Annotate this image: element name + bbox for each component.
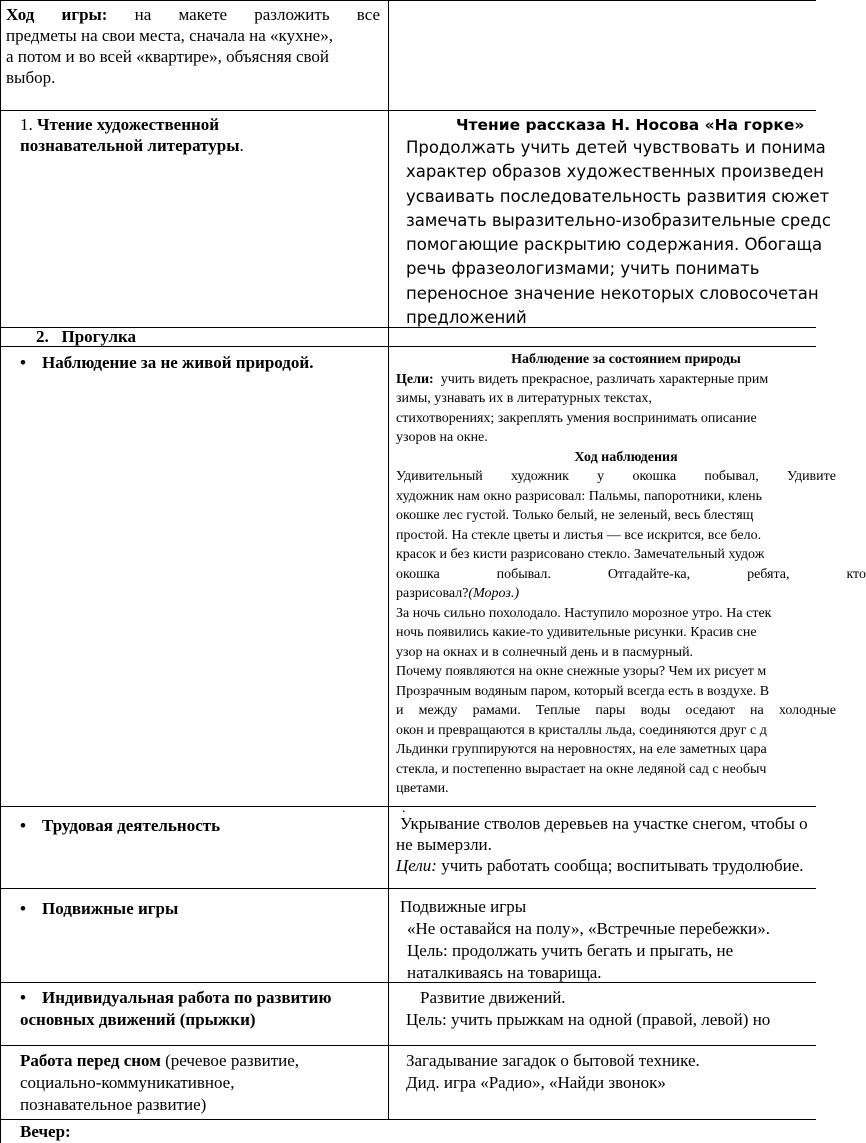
goal-label: Цели: (396, 856, 437, 875)
item-number: 1. (20, 115, 33, 134)
riddle-line: Удивительный художник у окошка побывал, Удивите (396, 469, 836, 484)
divider (0, 1119, 816, 1120)
reading-line: усваивать последовательность развития сюжет (406, 186, 830, 206)
divider (0, 888, 816, 889)
games-line: наталкиваясь на товарища. (407, 963, 602, 982)
text-line: За ночь сильно похолодало. Наступило морозное утро. На стек (396, 605, 772, 621)
sleep-label-text: (речевое развитие, (160, 1051, 300, 1070)
games-line: Подвижные игры (400, 897, 527, 916)
reading-title-end: . (239, 136, 244, 155)
labor-content (396, 813, 816, 876)
reading-line: предложений (406, 308, 527, 328)
walk-title-text: Прогулка (61, 327, 137, 346)
labor-line: не вымерзли. (396, 835, 492, 854)
sleep-label-text: познавательное развитие) (20, 1095, 207, 1114)
reading-content (406, 114, 831, 328)
labor-goal: учить работать сообща; воспитывать трудолюбие. (441, 856, 804, 875)
labor-line: Укрывание стволов деревьев на участке снегом, чтобы о (400, 814, 808, 833)
goals-line: стихотворениях; закреплять умения воспринимать описание (396, 410, 757, 426)
text-line: Прозрачным водяным паром, который всегда есть в воздухе. В (396, 683, 770, 699)
sleep-label (20, 1050, 386, 1116)
reading-line: помогающие раскрытию содержания. Обогаща (406, 235, 823, 255)
goals-line: зимы, узнавать их в литературных текстах, (396, 391, 652, 406)
individual-content (406, 987, 816, 1031)
individual-line: Развитие движений. (420, 988, 566, 1007)
reading-title (20, 114, 380, 156)
intro-text: предметы на свои места, сначала на «кухне», (6, 26, 333, 45)
riddle-answer: (Мороз.) (468, 586, 519, 601)
text-line: окон и превращаются в кристаллы льда, соединяются друг с д (396, 722, 767, 738)
intro-text: а потом и во всей «квартире», объясняя свой (6, 47, 330, 66)
goals-line: узоров на окне. (396, 430, 488, 445)
riddle-line: окошке лес густой. Только белый, не зеленый, весь блестящ (396, 508, 754, 523)
goals-label: Цели: (396, 371, 434, 387)
reading-title-text: познавательной литературы (20, 136, 240, 155)
individual-label (16, 987, 386, 1031)
reading-line: речь фразеологизмами; учить понимать (406, 259, 760, 279)
intro-text: на макете разложить все (134, 5, 381, 24)
text-line: цветами. (396, 781, 449, 796)
individual-label-text: основных движений (прыжки) (20, 1010, 256, 1029)
reading-line: замечать выразительно-изобразительные средс (406, 210, 831, 230)
individual-line: Цель: учить прыжкам на одной (правой, левой) но (406, 1010, 771, 1029)
intro-text: выбор. (6, 68, 56, 87)
riddle-line: разрисовал? (396, 586, 469, 601)
games-line: Цель: продолжать учить бегать и прыгать, не (407, 941, 734, 960)
games-content (400, 896, 816, 984)
divider (0, 1045, 816, 1046)
observation-label: • Наблюдение за не живой природой. (16, 352, 386, 373)
games-line: «Не оставайся на полу», «Встречные перебежки». (407, 919, 770, 938)
reading-line: переносное значение некоторых словосочетан (406, 283, 819, 303)
intro-cell (6, 4, 380, 88)
sleep-line: Дид. игра «Радио», «Найди звонок» (406, 1073, 666, 1092)
divider (388, 0, 389, 1119)
divider (0, 0, 816, 1)
evening-title: Вечер: (20, 1122, 71, 1141)
sleep-label-text: социально-коммуникативное, (20, 1073, 235, 1092)
text-line: стекла, и постепенно вырастает на окне ледяной сад с необыч (396, 761, 767, 777)
labor-label: • Трудовая деятельность (16, 815, 386, 836)
individual-label-text: • Индивидуальная работа по развитию (16, 987, 386, 1009)
text-line: Почему появляются на окне снежные узоры? Чем их рисует м (396, 664, 767, 679)
games-label: • Подвижные игры (16, 898, 386, 919)
divider (0, 110, 816, 111)
reading-line: Продолжать учить детей чувствовать и понима (406, 138, 826, 157)
divider (0, 0, 1, 1143)
text-line: и между рамами. Теплые пары воды оседают на холодные (396, 703, 836, 718)
walk-title (36, 327, 376, 346)
sleep-label-bold: Работа перед сном (20, 1051, 161, 1070)
riddle-line: окошка побывал. Отгадайте-ка, ребята, кто (396, 566, 866, 582)
sleep-content (406, 1050, 816, 1094)
observation-subheading: Ход наблюдения (574, 449, 678, 465)
observation-content (396, 350, 866, 816)
sleep-line: Загадывание загадок о бытовой технике. (406, 1051, 700, 1070)
divider (0, 346, 816, 347)
observation-heading: Наблюдение за состоянием природы (511, 352, 741, 367)
reading-heading: Чтение рассказа Н. Носова «На горке» (456, 116, 805, 134)
text-line: узор на окнах и в солнечный день и в пасмурный. (396, 644, 694, 660)
goals-line: учить видеть прекрасное, различать характерные прим (440, 371, 769, 387)
riddle-line: красок и без кисти разрисовано стекло. Замечательный худож (396, 547, 765, 562)
text-line: Льдинки группируются на неровностях, на еле заметных цара (396, 742, 767, 757)
reading-title-text: Чтение художественной (37, 115, 220, 134)
reading-line: характер образов художественных произведен (406, 162, 824, 182)
text-line: . (402, 800, 406, 816)
riddle-line: простой. На стекле цветы и листья — все искрится, все бело. (396, 527, 762, 543)
intro-label: Ход игры: (6, 5, 108, 24)
text-line: ночь появились какие-то удивительные рисунки. Красив сне (396, 625, 757, 640)
item-number: 2. (36, 327, 49, 346)
riddle-line: художник нам окно разрисовал: Пальмы, папоротники, клень (396, 488, 762, 504)
